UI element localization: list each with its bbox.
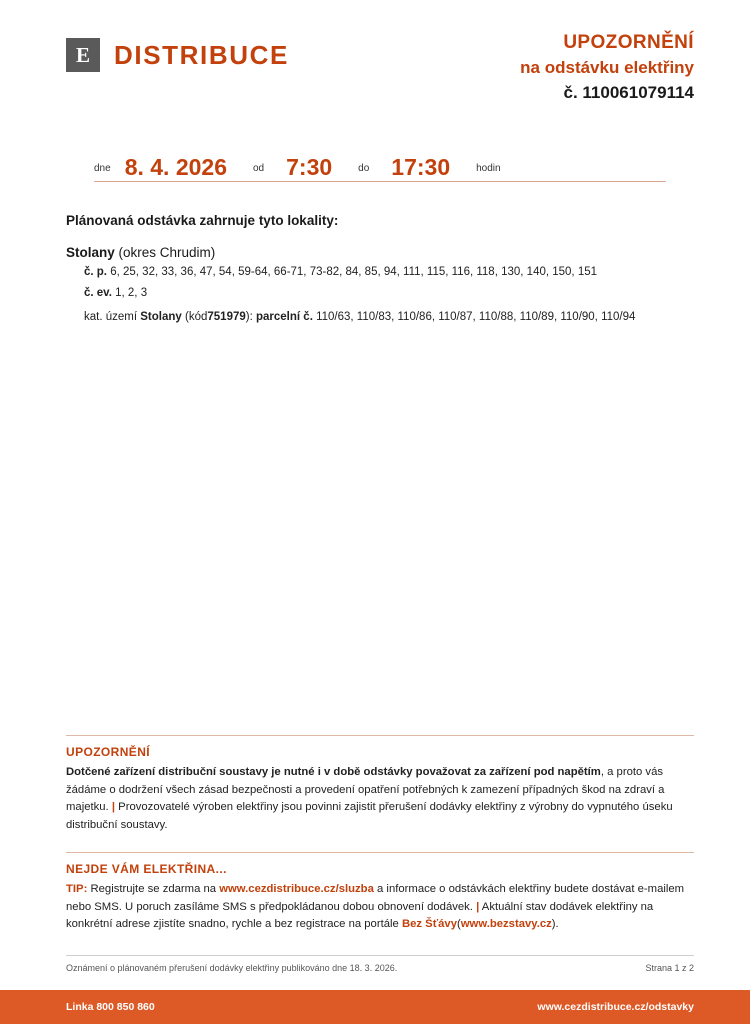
house-numbers-label: č. p. [84, 266, 108, 278]
tip-heading: NEJDE VÁM ELEKTŘINA... [66, 862, 227, 876]
registration-numbers-values: 1, 2, 3 [115, 286, 148, 299]
to-label: do [358, 163, 370, 174]
cez-logo-icon: E [66, 38, 100, 72]
warning-divider [66, 735, 694, 736]
publication-note: Oznámení o plánovaném přerušení dodávky elektřiny publikováno dne 18. 3. 2026. [66, 963, 398, 973]
from-label: od [253, 163, 265, 174]
warning-text-1: , a proto vás žádáme o dodržení všech zásad bezpečnosti a provedení opatření potřebných k zamezení případných škod na zdraví a majetku. [66, 766, 665, 813]
house-numbers-values: 6, 25, 32, 33, 36, 47, 54, 59-64, 66-71, 73-82, 84, 85, 94, 111, 115, 116, 118, 130, 140, 150, 151 [110, 266, 598, 278]
notice-title-block [520, 32, 694, 103]
cadastral-code-label: (kód [185, 311, 208, 324]
tip-link-sluzba[interactable]: www.cezdistribuce.cz/sluzba [219, 883, 374, 895]
tip-label: TIP: [66, 883, 88, 895]
tip-divider [66, 852, 694, 853]
document-header [66, 32, 694, 112]
parcel-values: 110/63, 110/83, 110/86, 110/87, 110/88, 110/89, 110/90, 110/94 [316, 311, 636, 324]
cadastral-code-suffix: ): [245, 311, 253, 324]
hours-label: hodin [476, 163, 501, 174]
outage-date-value: 8. 4. 2026 [124, 154, 227, 180]
brand-logo [66, 38, 289, 72]
warning-separator: | [111, 801, 116, 813]
tip-link-bezstavy-name[interactable]: Bez Šťávy [401, 918, 457, 930]
notice-number: č. 110061079114 [563, 83, 694, 102]
parcel-label: parcelní č. [256, 311, 313, 324]
tip-text-3: Aktuální stav dodávek elektřiny na konkrétní adrese zjistíte snadno, rychle a bez registrace na portále [66, 900, 654, 930]
house-numbers-line [84, 265, 694, 281]
locality-heading [66, 245, 694, 260]
warning-text [66, 764, 694, 834]
cadastral-code: 751979 [207, 311, 246, 324]
cadastral-name: Stolany [140, 311, 182, 324]
footer-divider [66, 955, 694, 956]
cadastral-prefix: kat. území [84, 311, 138, 324]
notice-subtitle: na odstávku elektřiny [520, 58, 694, 77]
date-label: dne [94, 163, 111, 174]
tip-text [66, 881, 694, 934]
footer-meta [66, 963, 694, 973]
locality-block [66, 245, 694, 326]
tip-separator: | [476, 900, 480, 913]
locality-name: Stolany [66, 245, 115, 260]
outage-time-to: 17:30 [391, 154, 451, 180]
locality-district: (okres Chrudim) [118, 245, 216, 260]
brand-name: DISTRIBUCE [114, 39, 289, 70]
page-number: Strana 1 z 2 [645, 963, 694, 973]
footer-bar [0, 990, 750, 1024]
cadastral-line [84, 310, 694, 326]
registration-numbers-line [84, 286, 694, 302]
page-content [66, 0, 694, 1024]
tip-link-bezstavy-url[interactable]: www.bezstavy.cz [460, 918, 552, 930]
outage-datetime-band [94, 140, 666, 182]
warning-heading: UPOZORNĚNÍ [66, 745, 151, 759]
tip-paren-close: ). [551, 918, 559, 930]
tip-text-1: Registrujte se zdarma na [90, 883, 217, 895]
footer-phone-line: Linka 800 850 860 [66, 1001, 155, 1013]
registration-numbers-label: č. ev. [84, 286, 112, 299]
page-title: Plánovaná odstávka zahrnuje tyto lokality: [66, 213, 339, 228]
outage-time-from: 7:30 [286, 154, 333, 180]
tip-text-2: a informace o odstávkách elektřiny budete dostávat e-mailem nebo SMS. U poruch zasíláme SMS s předpokládanou dobou obnovení dodávek. [66, 883, 685, 913]
tip-notice [66, 852, 694, 934]
notice-title: UPOZORNĚNÍ [563, 32, 694, 53]
tip-paren-open: ( [456, 918, 461, 930]
warning-bold-lead: Dotčené zařízení distribuční soustavy je nutné i v době odstávky považovat za zařízení pod napětím [66, 766, 601, 778]
warning-text-2: Provozovatelé výroben elektřiny jsou povinni zajistit přerušení dodávky elektřiny z výrobny do vypnutého úseku distribuční soustavy. [66, 801, 673, 831]
warning-notice [66, 735, 694, 834]
footer-website[interactable]: www.cezdistribuce.cz/odstavky [537, 1001, 694, 1013]
